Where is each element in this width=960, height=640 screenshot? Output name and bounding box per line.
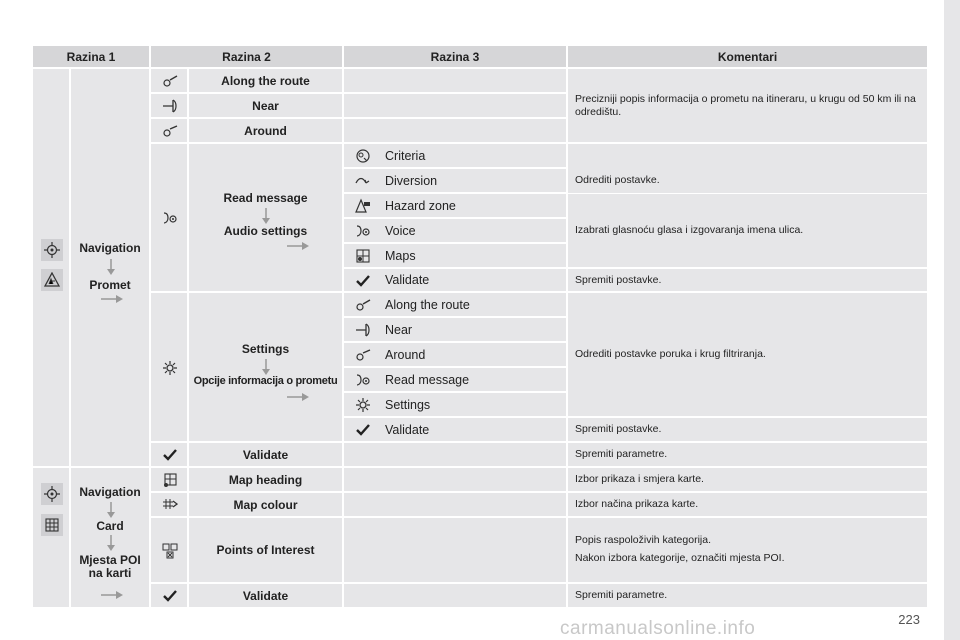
read-message-cell	[188, 143, 343, 292]
audio-settings-label[interactable]: Audio settings	[223, 224, 308, 238]
settings-row-2[interactable]	[343, 317, 567, 342]
navigation-target-icon	[41, 239, 63, 261]
validate-level3	[343, 442, 567, 467]
level1-promet: Promet	[89, 278, 131, 292]
audio-row-2-label: Diversion	[385, 173, 438, 188]
menu-table	[32, 45, 928, 608]
settings-icon-cell	[150, 292, 188, 442]
arrow-down-icon	[107, 259, 115, 275]
poi-label[interactable]: Points of Interest	[188, 517, 343, 583]
settings-label[interactable]: Settings	[241, 342, 290, 356]
level1-navigation: Navigation	[79, 241, 141, 255]
route-row-2-icon-cell	[150, 93, 188, 118]
map-heading-label[interactable]: Map heading	[188, 467, 343, 492]
settings-row-6[interactable]	[343, 417, 567, 442]
audio-row-3-label: Hazard zone	[385, 198, 456, 213]
route-row-1-level3	[343, 68, 567, 93]
read-message-icon-cell	[150, 143, 188, 292]
section2-icon-column	[32, 467, 70, 608]
settings-cell	[188, 292, 343, 442]
section2-level1-cell	[70, 467, 150, 608]
poi-level3	[343, 517, 567, 583]
arrow-down-icon	[107, 502, 115, 518]
map-heading-icon	[162, 472, 178, 488]
map-heading-icon-cell	[150, 467, 188, 492]
settings-row-5[interactable]	[343, 392, 567, 417]
route-row-2-label[interactable]: Near	[188, 93, 343, 118]
around-icon	[162, 123, 178, 139]
poi-comment-1: Popis raspoloživih kategorija.	[575, 534, 711, 546]
arrow-right-icon	[287, 242, 309, 250]
header-level-3: Razina 3	[343, 45, 567, 68]
route-row-2-level3	[343, 93, 567, 118]
watermark: carmanualsonline.info	[560, 618, 756, 639]
level1-navigation: Navigation	[79, 485, 141, 499]
level1-card: Card	[96, 519, 124, 533]
near-icon	[162, 98, 178, 114]
map-colour-icon-cell	[150, 492, 188, 517]
route-comment: Precizniji popis informacija o prometu na itineraru, u krugu od 50 km ili na odredištu.	[567, 68, 928, 143]
audio-row-5[interactable]	[343, 243, 567, 268]
arrow-down-icon	[107, 535, 115, 551]
validate2-level3	[343, 583, 567, 608]
audio-comment-2: Izabrati glasnoću glasa i izgovaranja imena ulica.	[567, 193, 928, 268]
settings-row-6-label: Validate	[385, 422, 430, 437]
validate2-icon-cell	[150, 583, 188, 608]
arrow-right-icon	[101, 295, 123, 303]
audio-row-1-label: Criteria	[385, 148, 426, 163]
audio-comment-1: Odrediti postavke.	[567, 143, 928, 218]
arrow-right-icon	[101, 591, 123, 599]
audio-row-3[interactable]	[343, 193, 567, 218]
validate-label[interactable]: Validate	[188, 442, 343, 467]
map-heading-comment: Izbor prikaza i smjera karte.	[567, 467, 928, 492]
audio-row-4[interactable]	[343, 218, 567, 243]
header-level-1: Razina 1	[32, 45, 150, 68]
settings-row-4[interactable]	[343, 367, 567, 392]
audio-row-6[interactable]	[343, 268, 567, 292]
map-colour-level3	[343, 492, 567, 517]
validate2-label[interactable]: Validate	[188, 583, 343, 608]
settings-row-2-label: Near	[385, 322, 413, 337]
read-message-label[interactable]: Read message	[223, 191, 308, 205]
map-colour-comment: Izbor načina prikaza karte.	[567, 492, 928, 517]
navigation-target-icon	[41, 483, 63, 505]
validate-icon-cell	[150, 442, 188, 467]
audio-row-4-label: Voice	[385, 223, 416, 238]
route-row-1-icon-cell	[150, 68, 188, 93]
arrow-down-icon	[262, 208, 270, 224]
header-comments: Komentari	[567, 45, 928, 68]
section1-level1-cell	[70, 68, 150, 467]
poi-icon-cell	[150, 517, 188, 583]
map-colour-label[interactable]: Map colour	[188, 492, 343, 517]
map-heading-level3	[343, 467, 567, 492]
audio-row-2[interactable]	[343, 168, 567, 193]
settings-comment-2: Spremiti postavke.	[567, 417, 928, 442]
route-row-1-label[interactable]: Along the route	[188, 68, 343, 93]
settings-icon	[162, 360, 178, 376]
audio-comment-3: Spremiti postavke.	[567, 268, 928, 292]
route-row-3-level3	[343, 118, 567, 143]
validate-comment: Spremiti parametre.	[567, 442, 928, 467]
settings-row-3-label: Around	[385, 347, 426, 362]
settings-row-1[interactable]	[343, 292, 567, 317]
settings-row-1-label: Along the route	[385, 297, 470, 312]
settings-comment-1: Odrediti postavke poruka i krug filtriranja.	[567, 292, 928, 417]
validate2-comment: Spremiti parametre.	[567, 583, 928, 608]
poi-comment-cell	[567, 517, 928, 583]
section1-icon-column	[32, 68, 70, 467]
poi-icon	[162, 543, 178, 559]
map-colour-icon	[162, 497, 178, 513]
opcije-label[interactable]: Opcije informacija o prometu	[193, 375, 338, 387]
route-row-3-label[interactable]: Around	[188, 118, 343, 143]
settings-row-4-label: Read message	[385, 372, 470, 387]
header-level-2: Razina 2	[150, 45, 343, 68]
route-row-3-icon-cell	[150, 118, 188, 143]
audio-row-6-label: Validate	[385, 273, 430, 287]
map-grid-icon	[41, 514, 63, 536]
check-icon	[162, 447, 178, 463]
arrow-right-icon	[287, 393, 309, 401]
poi-comment-2: Nakon izbora kategorije, označiti mjesta POI.	[575, 552, 785, 564]
check-icon	[162, 588, 178, 604]
page-number: 223	[898, 612, 920, 627]
settings-row-3[interactable]	[343, 342, 567, 367]
page-edge-tab	[944, 0, 960, 640]
route-filter-icon	[162, 73, 178, 89]
audio-row-1[interactable]	[343, 143, 567, 168]
traffic-hazard-icon	[41, 269, 63, 291]
settings-row-5-label: Settings	[385, 397, 431, 412]
audio-row-5-label: Maps	[385, 248, 416, 263]
arrow-down-icon	[262, 359, 270, 375]
voice-icon	[162, 210, 178, 226]
level1-mjesta-poi: Mjesta POI na karti	[79, 553, 141, 580]
